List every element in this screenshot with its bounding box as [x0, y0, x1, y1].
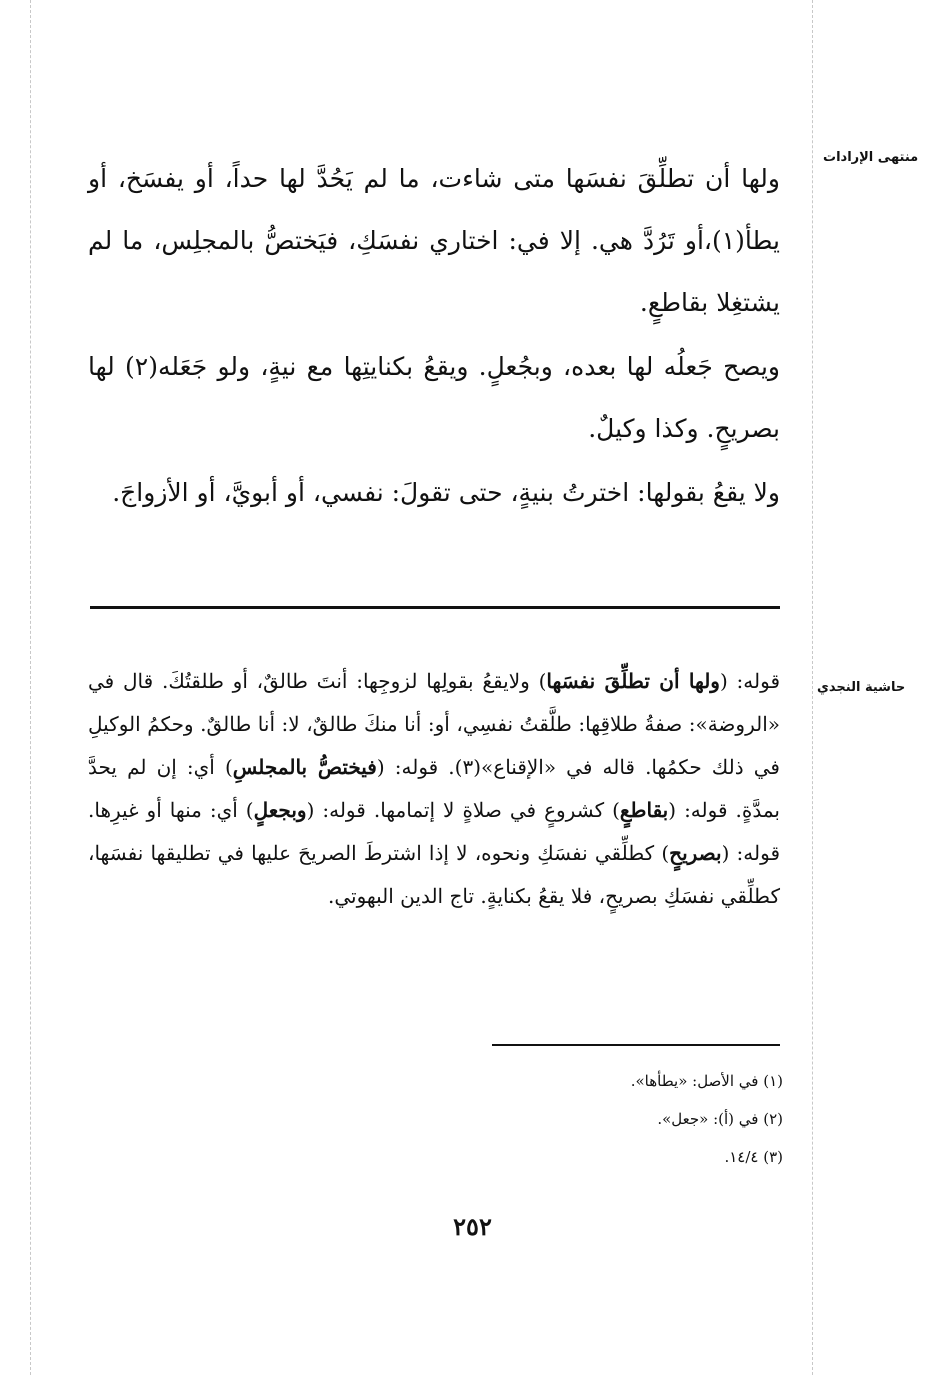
hashiya-lemma: بصريحٍ — [669, 841, 722, 865]
footnote-2: (٢) في (أ): «جعل». — [657, 1110, 783, 1128]
footnote-divider — [492, 1044, 780, 1046]
hashiya-run: ) كطلِّقي نفسَكِ ونحوه، لا إذا اشترطَ الصريحَ عليها في تطليقها نفسَها، كطلِّقي نفسَكِ بصريحٍ، فلا يقعُ بكنايةٍ. تاج الدين البهوتي. — [88, 841, 780, 908]
hashiya-run: ) كشروعٍ في صلاةٍ لا إتمامها. قوله: ( — [306, 798, 620, 822]
hashiya-run: ) أي: إن لم يحدَّ بمدَّةٍ. قوله: ( — [88, 755, 780, 822]
hashiya-run: قوله: ( — [719, 669, 780, 693]
matn-paragraph-2: ويصح جَعلُه لها بعده، وبجُعلٍ. ويقعُ بكنايتِها مع نيةٍ، ولو جَعَله(٢) لها بصريحٍ. وكذا وكيلٌ. — [88, 352, 780, 443]
hashiya-lemma: وبجعلٍ — [253, 798, 307, 822]
hashiya-lemma: ولها أن تطلِّقَ نفسَها — [546, 669, 720, 693]
section-divider — [90, 606, 780, 609]
hashiya-source-label: حاشية النجدي — [817, 680, 906, 695]
margin-guide-right — [812, 0, 813, 1375]
hashiya-paragraph — [88, 660, 780, 918]
matn-source-label: منتهى الإرادات — [823, 150, 919, 165]
hashiya-run: ) أي: منها أو غيرِها. قوله: ( — [88, 798, 781, 865]
page-number: ٢٥٢ — [453, 1212, 492, 1241]
footnotes — [483, 1062, 783, 1176]
footnote-3: (٣) ١٤/٤. — [724, 1148, 783, 1166]
footnote-1: (١) في الأصل: «يطأها». — [630, 1072, 783, 1090]
margin-guide-left — [30, 0, 31, 1375]
hashiya-lemma: بقاطعٍ — [619, 798, 669, 822]
matn-text — [88, 148, 780, 524]
matn-paragraph-1: ولها أن تطلِّقَ نفسَها متى شاءت، ما لم يَحُدَّ لها حداً، أو يفسَخ، أو يطأ(١)،أو تَرُدَّ هي. إلا في: اختاري نفسَكِ، فيَختصُّ بالمجلِس، ما لم يشتغِلا بقاطعٍ. — [88, 164, 781, 317]
hashiya-run: ) ولايقعُ بقولِها لزوجِها: أنتَ طالقٌ، أو طلقتُكَ. قال في «الروضة»: صفةُ طلاقِها: طلَّقتُ نفسِي، أو: أنا منكَ طالقٌ، لا: أنا طالقٌ. وحكمُ الوكيلِ في ذلك حكمُها. قاله في «الإقناع»(٣). قوله: ( — [88, 669, 780, 779]
matn-paragraph-3: ولا يقعُ بقولها: اخترتُ بنيةٍ، حتى تقولَ: نفسي، أو أبويَّ، أو الأزواجَ. — [112, 478, 780, 507]
hashiya-lemma: فيختصُّ بالمجلسِ — [232, 755, 377, 779]
hashiya-text — [88, 660, 780, 918]
